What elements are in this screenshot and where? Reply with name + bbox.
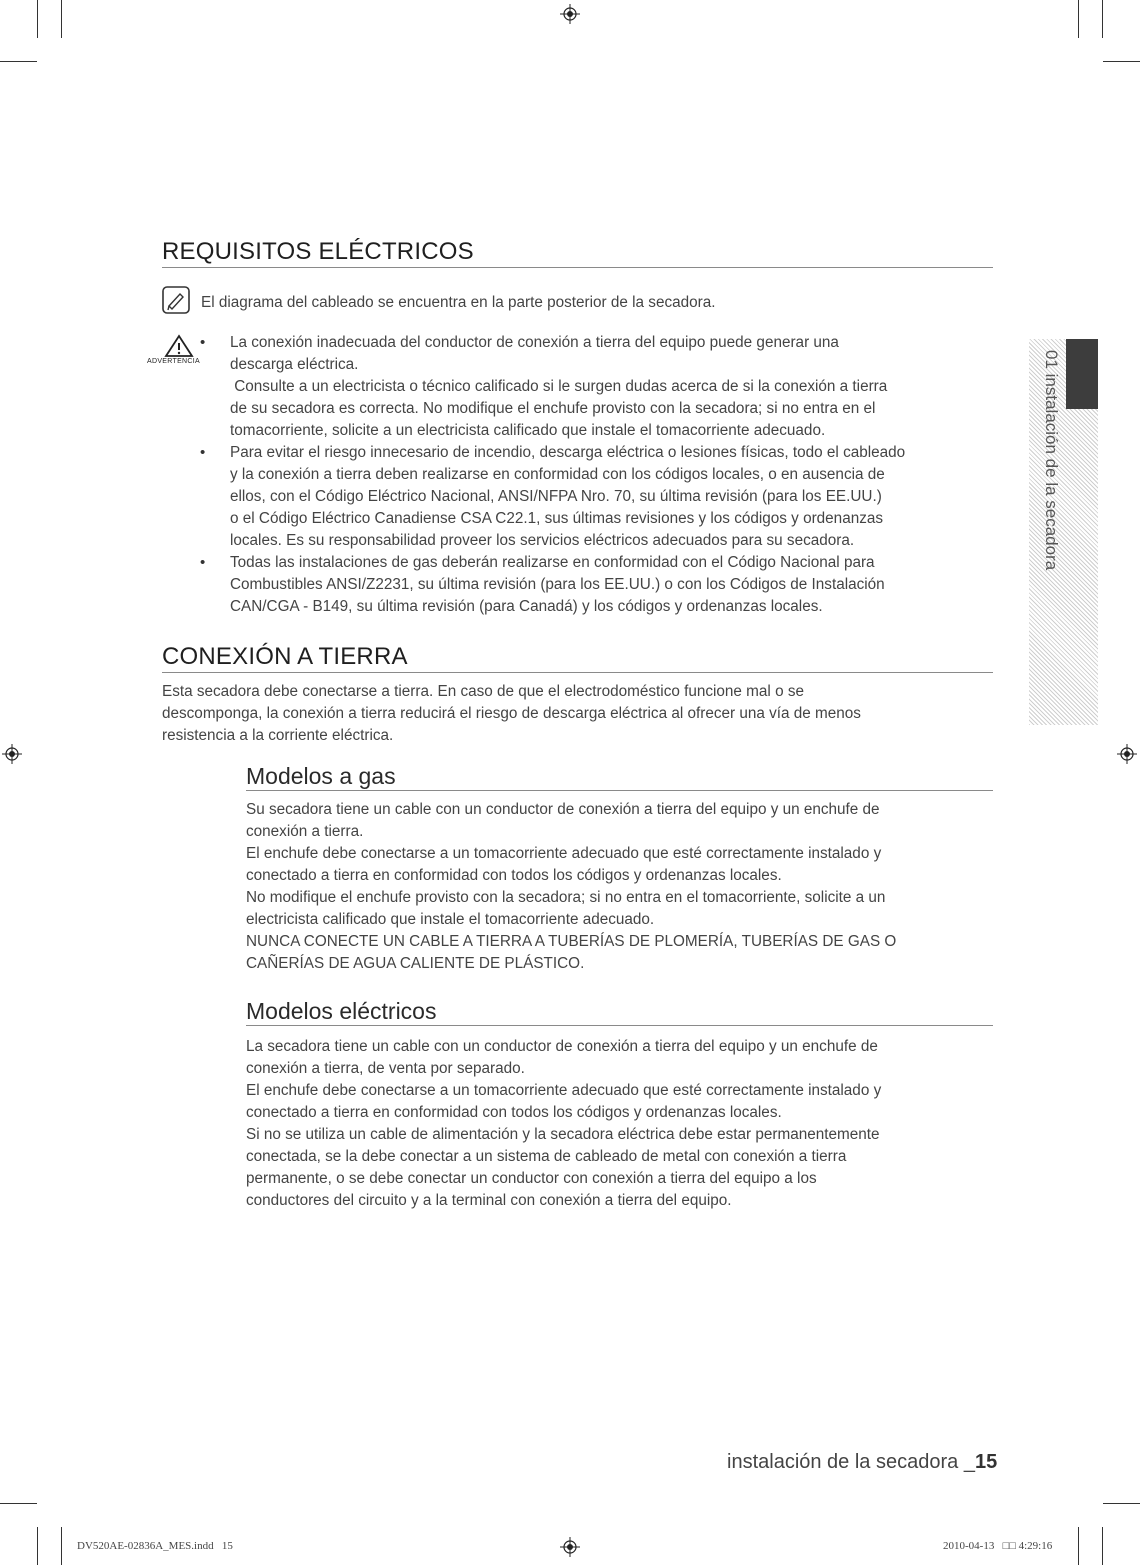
- file-name: DV520AE-02836A_MES.indd 15: [77, 1540, 233, 1552]
- page-number: 15: [974, 1451, 998, 1473]
- bullet-line: Combustibles ANSI/Z2231, su última revisión (para los EE.UU.) o con los Códigos de Instalación: [230, 576, 885, 593]
- page-footer: [727, 1451, 997, 1474]
- bullet-line: ellos, con el Código Eléctrico Nacional, ANSI/NFPA Nro. 70, su última revisión (para los EE.UU.): [230, 488, 882, 505]
- bullet-dot: •: [200, 334, 206, 351]
- bullet-line: tomacorriente, solicite a un electricista calificado que instale el tomacorriente adecuado.: [230, 422, 826, 439]
- warning-icon: [164, 334, 194, 358]
- crop-mark: [1078, 0, 1079, 38]
- note-text: El diagrama del cableado se encuentra en la parte posterior de la secadora.: [201, 294, 716, 311]
- bullet-dot: •: [200, 554, 206, 571]
- warning-label: ADVERTENCIA: [147, 358, 200, 365]
- body-line: conductores del circuito y a la terminal con conexión a tierra del equipo.: [246, 1192, 732, 1209]
- registration-mark-icon: [560, 1537, 580, 1557]
- crop-mark: [0, 61, 37, 62]
- crop-mark: [61, 1527, 62, 1565]
- registration-mark-icon: [560, 4, 580, 24]
- crop-mark: [37, 0, 38, 38]
- bullet-line: Consulte a un electricista o técnico calificado si le surgen dudas acerca de si la conexión a tierra: [230, 378, 888, 395]
- crop-mark: [1103, 61, 1140, 62]
- body-line: El enchufe debe conectarse a un tomacorriente adecuado que esté correctamente instalado y: [246, 845, 882, 862]
- bullet-line: locales. Es su responsabilidad proveer los servicios eléctricos adecuados para su secadora.: [230, 532, 855, 549]
- bullet-item: [198, 332, 998, 442]
- chapter-side-tab-label: 01 instalación de la secadora: [1042, 350, 1061, 571]
- body-line: No modifique el enchufe provisto con la secadora; si no entra en el tomacorriente, solicite a un: [246, 889, 886, 906]
- body-line: La secadora tiene un cable con un conductor de conexión a tierra del equipo y un enchufe de: [246, 1038, 878, 1055]
- bullet-dot: •: [200, 444, 206, 461]
- body-line: Si no se utiliza un cable de alimentación y la secadora eléctrica debe estar permanentemente: [246, 1126, 880, 1143]
- subsection-title-electricos: Modelos eléctricos: [246, 998, 993, 1026]
- gas-body: [246, 799, 1006, 975]
- conexion-intro: [162, 681, 861, 747]
- body-line: El enchufe debe conectarse a un tomacorriente adecuado que esté correctamente instalado y: [246, 1082, 882, 1099]
- intro-line: Esta secadora debe conectarse a tierra. En caso de que el electrodoméstico funcione mal o se: [162, 683, 804, 700]
- section-title-requisitos: REQUISITOS ELÉCTRICOS: [162, 238, 993, 268]
- bullet-line: La conexión inadecuada del conductor de conexión a tierra del equipo puede generar una: [230, 334, 839, 351]
- body-line: permanente, o se debe conectar un conductor con conexión a tierra del equipo a los: [246, 1170, 817, 1187]
- body-line: electricista calificado que instale el tomacorriente adecuado.: [246, 911, 655, 928]
- bullet-line: CAN/CGA - B149, su última revisión (para Canadá) y los códigos y ordenanzas locales.: [230, 598, 823, 615]
- bullet-line: de su secadora es correcta. No modifique el enchufe provisto con la secadora; si no entra en el: [230, 400, 876, 417]
- footer-page-label: instalación de la secadora _: [727, 1451, 975, 1473]
- bullet-line: Todas las instalaciones de gas deberán realizarse en conformidad con el Código Nacional para: [230, 554, 875, 571]
- registration-mark-icon: [1117, 744, 1137, 764]
- bullet-item: [198, 552, 998, 618]
- body-line: conectado a tierra en conformidad con todos los códigos y ordenanzas locales.: [246, 867, 782, 884]
- bullet-item: [198, 442, 998, 552]
- crop-mark: [1102, 1527, 1103, 1565]
- bullet-line: y la conexión a tierra deben realizarse en conformidad con los códigos locales, o en ausencia de: [230, 466, 885, 483]
- bullet-line: descarga eléctrica.: [230, 356, 359, 373]
- electricos-body: [246, 1036, 1006, 1212]
- section-title-conexion: CONEXIÓN A TIERRA: [162, 643, 993, 673]
- body-line: CAÑERÍAS DE AGUA CALIENTE DE PLÁSTICO.: [246, 955, 585, 972]
- crop-mark: [1078, 1527, 1079, 1565]
- body-line: Su secadora tiene un cable con un conductor de conexión a tierra del equipo y un enchufe de: [246, 801, 880, 818]
- crop-mark: [1103, 1503, 1140, 1504]
- warning-bullet-list: [198, 332, 998, 618]
- body-line: conexión a tierra, de venta por separado.: [246, 1060, 525, 1077]
- body-line: conectada, se la debe conectar a un sistema de cableado de metal con conexión a tierra: [246, 1148, 847, 1165]
- body-line: conexión a tierra.: [246, 823, 364, 840]
- crop-mark: [0, 1503, 37, 1504]
- body-line: conectado a tierra en conformidad con todos los códigos y ordenanzas locales.: [246, 1104, 782, 1121]
- note-icon: [162, 286, 190, 314]
- intro-line: descomponga, la conexión a tierra reducirá el riesgo de descarga eléctrica al ofrecer una vía de menos: [162, 705, 861, 722]
- crop-mark: [61, 0, 62, 38]
- crop-mark: [1102, 0, 1103, 38]
- bullet-line: Para evitar el riesgo innecesario de incendio, descarga eléctrica o lesiones físicas, todo el cableado: [230, 444, 906, 461]
- registration-mark-icon: [2, 744, 22, 764]
- body-line: NUNCA CONECTE UN CABLE A TIERRA A TUBERÍAS DE PLOMERÍA, TUBERÍAS DE GAS O: [246, 933, 897, 950]
- intro-line: resistencia a la corriente eléctrica.: [162, 727, 394, 744]
- print-timestamp: 2010-04-13 □□ 4:29:16: [943, 1540, 1053, 1552]
- chapter-side-tab-marker: [1066, 339, 1098, 409]
- crop-mark: [37, 1527, 38, 1565]
- bullet-line: o el Código Eléctrico Canadiense CSA C22.1, sus últimas revisiones y los códigos y ordenanzas: [230, 510, 884, 527]
- subsection-title-gas: Modelos a gas: [246, 763, 993, 791]
